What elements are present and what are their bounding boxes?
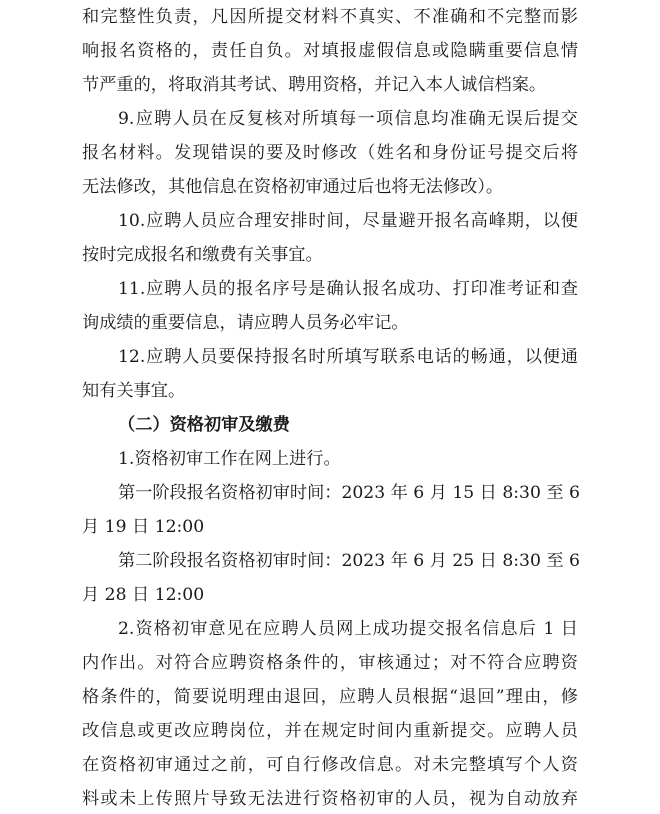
text-line: 12.应聘人员要保持报名时所填写联系电话的畅通，以便通 <box>118 347 578 367</box>
text-line: 和完整性负责，凡因所提交材料不真实、不准确和不完整而影 <box>82 7 578 27</box>
text-line: 料或未上传照片导致无法进行资格初审的人员，视为自动放弃 <box>82 789 578 809</box>
text-line: 节严重的，将取消其考试、聘用资格，并记入本人诚信档案。 <box>82 75 547 95</box>
text-line: 知有关事宜。 <box>82 381 186 401</box>
text-line: 按时完成报名和缴费有关事宜。 <box>82 245 323 265</box>
text-line: 在资格初审通过之前，可自行修改信息。对未完整填写个人资 <box>82 755 578 775</box>
section-heading: （二）资格初审及缴费 <box>118 415 290 435</box>
text-line: 2.资格初审意见在应聘人员网上成功提交报名信息后 1 日 <box>118 619 578 639</box>
text-line: 无法修改，其他信息在资格初审通过后也将无法修改）。 <box>82 177 504 197</box>
text-line: 第二阶段报名资格初审时间：2023 年 6 月 25 日 8:30 至 6 <box>118 551 580 571</box>
text-line: 报名材料。发现错误的要及时修改（姓名和身份证号提交后将 <box>82 143 578 163</box>
text-line: 内作出。对符合应聘资格条件的，审核通过；对不符合应聘资 <box>82 653 578 673</box>
text-line: 月 28 日 12:00 <box>82 585 205 605</box>
text-line: 询成绩的重要信息，请应聘人员务必牢记。 <box>82 313 409 333</box>
text-line: 9.应聘人员在反复核对所填每一项信息均准确无误后提交 <box>118 109 578 129</box>
text-line: 月 19 日 12:00 <box>82 517 205 537</box>
text-line: 响报名资格的，责任自负。对填报虚假信息或隐瞒重要信息情 <box>82 41 578 61</box>
text-line: 1.资格初审工作在网上进行。 <box>118 449 341 469</box>
text-line: 第一阶段报名资格初审时间：2023 年 6 月 15 日 8:30 至 6 <box>118 483 580 503</box>
text-line: 改信息或更改应聘岗位，并在规定时间内重新提交。应聘人员 <box>82 721 578 741</box>
text-line: 格条件的，简要说明理由退回，应聘人员根据“退回”理由，修 <box>82 687 578 707</box>
text-line: 10.应聘人员应合理安排时间，尽量避开报名高峰期，以便 <box>118 211 578 231</box>
text-line: 11.应聘人员的报名序号是确认报名成功、打印准考证和查 <box>118 279 578 299</box>
